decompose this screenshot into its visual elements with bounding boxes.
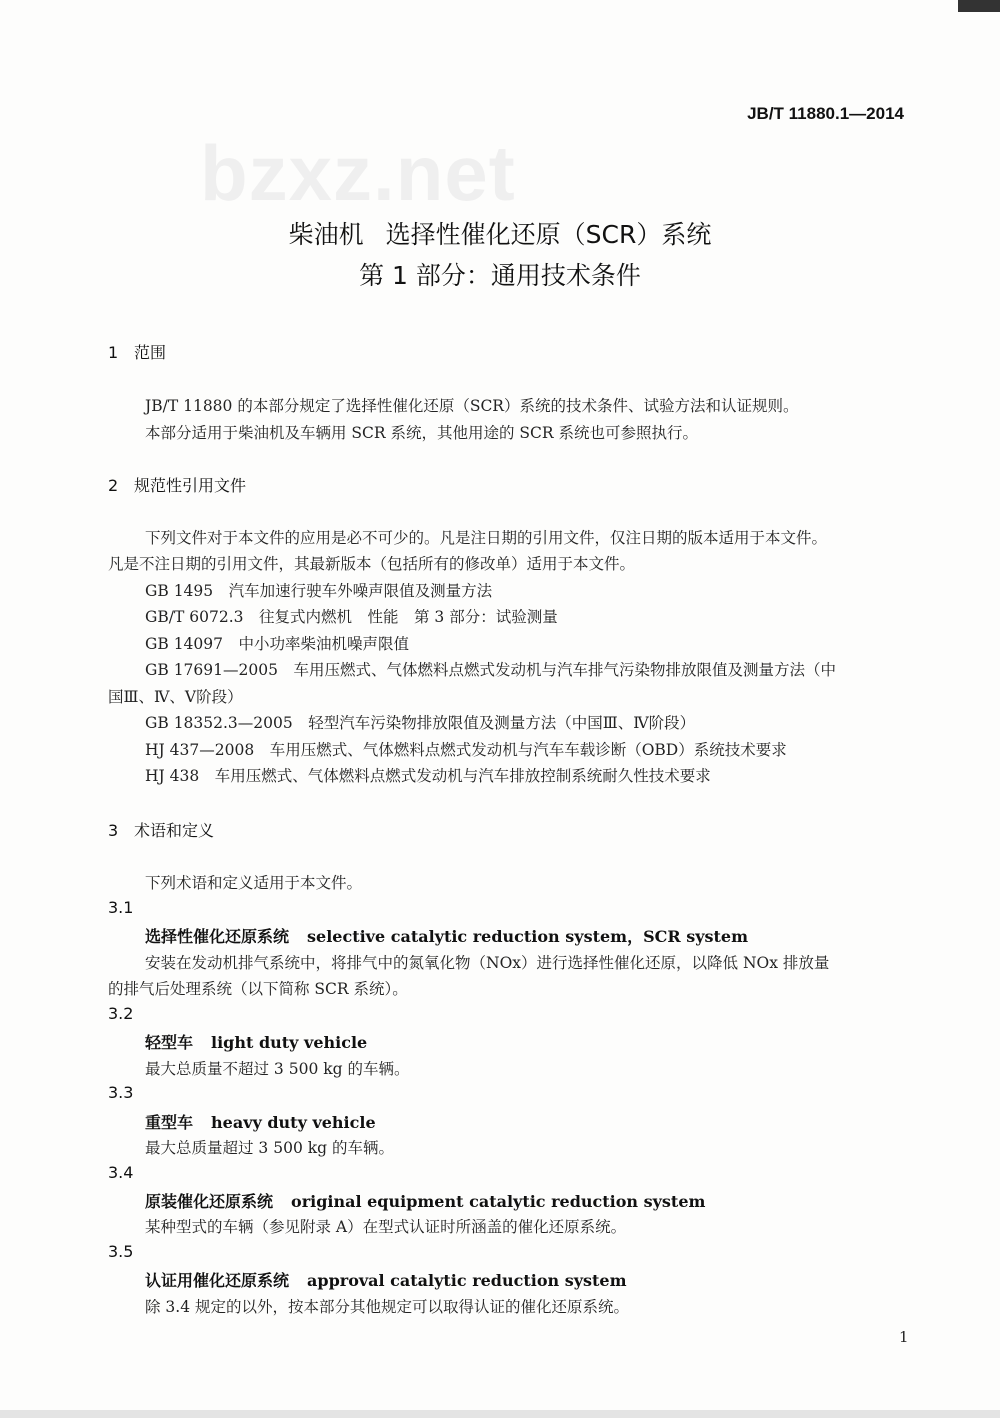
term-english: heavy duty vehicle: [211, 1113, 376, 1132]
bottom-edge: [0, 1410, 1000, 1418]
section-heading-normative-references: [108, 473, 246, 496]
term-entry: [145, 924, 748, 947]
terms-intro: 下列术语和定义适用于本文件。: [145, 874, 363, 892]
clause-number: 3.3: [108, 1083, 134, 1102]
section-title: 范围: [134, 343, 167, 362]
scope-paragraph-1: JB/T 11880 的本部分规定了选择性催化还原（SCR）系统的技术条件、试验方法和认证规则。: [145, 397, 799, 415]
reference-item-continued: 国Ⅲ、Ⅳ、Ⅴ阶段）: [108, 688, 243, 706]
page-number: 1: [899, 1328, 909, 1346]
reference-item: HJ 437—2008 车用压燃式、气体燃料点燃式发动机与汽车车载诊断（OBD）系统技术要求: [145, 741, 787, 759]
term-chinese: 轻型车: [145, 1033, 194, 1052]
document-subtitle: 第 1 部分：通用技术条件: [359, 261, 641, 290]
section-title: 术语和定义: [134, 821, 215, 840]
term-definition: 最大总质量不超过 3 500 kg 的车辆。: [145, 1060, 410, 1078]
term-chinese: 选择性催化还原系统: [145, 927, 290, 946]
term-english: approval catalytic reduction system: [307, 1271, 627, 1290]
reference-item: GB 14097 中小功率柴油机噪声限值: [145, 635, 410, 653]
term-entry: [145, 1189, 705, 1212]
clause-number: 3.4: [108, 1163, 134, 1182]
reference-item: GB/T 6072.3 往复式内燃机 性能 第 3 部分：试验测量: [145, 608, 558, 626]
term-definition-continued: 的排气后处理系统（以下简称 SCR 系统）。: [108, 980, 408, 998]
references-intro-line-2: 凡是不注日期的引用文件，其最新版本（包括所有的修改单）适用于本文件。: [108, 555, 636, 573]
term-definition: 安装在发动机排气系统中，将排气中的氮氧化物（NOx）进行选择性催化还原，以降低 NOx 排放量: [145, 954, 830, 972]
watermark: bzxz.net: [200, 129, 516, 217]
clause-number: 3.1: [108, 898, 134, 917]
corner-mark: [958, 0, 1000, 12]
section-title: 规范性引用文件: [134, 476, 247, 495]
reference-item: HJ 438 车用压燃式、气体燃料点燃式发动机与汽车排放控制系统耐久性技术要求: [145, 767, 711, 785]
section-heading-terms-definitions: [108, 818, 214, 841]
document-code: JB/T 11880.1—2014: [747, 104, 904, 123]
term-entry: [145, 1268, 627, 1291]
document-title: 柴油机 选择性催化还原（SCR）系统: [288, 220, 712, 249]
term-definition: 某种型式的车辆（参见附录 A）在型式认证时所涵盖的催化还原系统。: [145, 1218, 627, 1236]
reference-item: GB 18352.3—2005 轻型汽车污染物排放限值及测量方法（中国Ⅲ、Ⅳ阶段）: [145, 714, 696, 732]
term-chinese: 原装催化还原系统: [145, 1192, 274, 1211]
term-chinese: 重型车: [145, 1113, 194, 1132]
section-number: 2: [108, 476, 119, 495]
section-number: 1: [108, 343, 119, 362]
scope-paragraph-2: 本部分适用于柴油机及车辆用 SCR 系统，其他用途的 SCR 系统也可参照执行。: [145, 424, 699, 442]
term-english: original equipment catalytic reduction system: [291, 1192, 706, 1211]
term-entry: [145, 1030, 367, 1053]
reference-item: GB 17691—2005 车用压燃式、气体燃料点燃式发动机与汽车排气污染物排放限值及测量方法（中: [145, 661, 836, 679]
section-heading-scope: [108, 340, 166, 363]
clause-number: 3.2: [108, 1004, 134, 1023]
term-english: selective catalytic reduction system，SCR system: [307, 927, 749, 946]
term-definition: 除 3.4 规定的以外，按本部分其他规定可以取得认证的催化还原系统。: [145, 1298, 630, 1316]
term-english: light duty vehicle: [211, 1033, 368, 1052]
term-entry: [145, 1110, 376, 1133]
reference-item: GB 1495 汽车加速行驶车外噪声限值及测量方法: [145, 582, 493, 600]
term-chinese: 认证用催化还原系统: [145, 1271, 290, 1290]
references-intro-line-1: 下列文件对于本文件的应用是必不可少的。凡是注日期的引用文件，仅注日期的版本适用于本文件。: [145, 529, 828, 547]
clause-number: 3.5: [108, 1242, 134, 1261]
term-definition: 最大总质量超过 3 500 kg 的车辆。: [145, 1139, 394, 1157]
section-number: 3: [108, 821, 119, 840]
